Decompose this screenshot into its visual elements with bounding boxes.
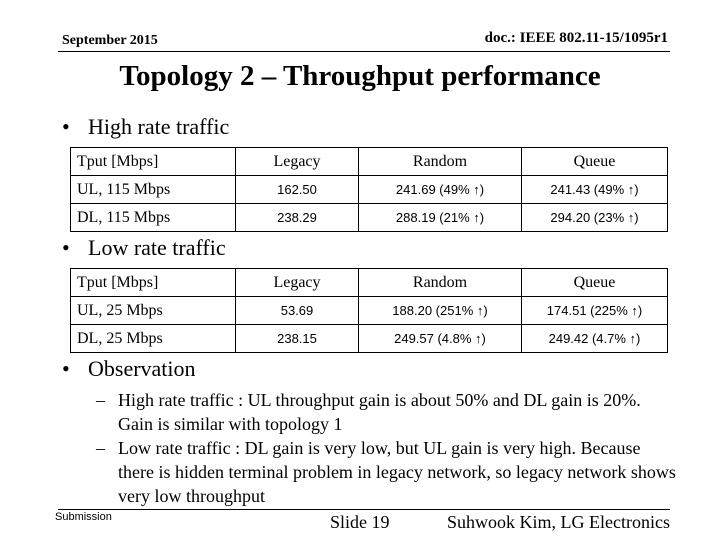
slide-title: Topology 2 – Throughput performance <box>119 60 601 92</box>
high-rate-table <box>70 147 668 232</box>
table-header-row <box>71 269 668 297</box>
footer-submission: Submission <box>55 511 112 523</box>
column-header: Tput [Mbps] <box>71 269 236 297</box>
table-row <box>71 297 668 325</box>
table-cell: 241.43 (49% ↑) <box>522 176 668 204</box>
table-cell: 162.50 <box>236 176 359 204</box>
column-header: Legacy <box>236 269 359 297</box>
header-doc-id: doc.: IEEE 802.11-15/1095r1 <box>484 30 668 46</box>
table-cell: DL, 25 Mbps <box>71 325 236 353</box>
observation-item-high-rate <box>96 388 678 436</box>
observation-list <box>96 388 678 508</box>
table-cell: UL, 25 Mbps <box>71 297 236 325</box>
table-cell: 53.69 <box>236 297 359 325</box>
table-cell: 238.15 <box>236 325 359 353</box>
bullet-dot: • <box>62 114 70 139</box>
low-rate-table <box>70 268 668 353</box>
table-row <box>71 325 668 353</box>
bullet-dot: • <box>62 235 70 260</box>
column-header: Queue <box>522 269 668 297</box>
bullet-low-rate <box>62 235 226 261</box>
bullet-dot: • <box>62 356 70 381</box>
column-header: Random <box>359 269 522 297</box>
table-cell: 241.69 (49% ↑) <box>359 176 522 204</box>
table-cell: UL, 115 Mbps <box>71 176 236 204</box>
table-cell: 238.29 <box>236 204 359 232</box>
table-cell: 249.42 (4.7% ↑) <box>522 325 668 353</box>
bullet-observation-label: Observation <box>88 356 196 381</box>
bullet-high-rate <box>62 114 229 140</box>
column-header: Random <box>359 148 522 176</box>
header-date: September 2015 <box>62 33 158 48</box>
dash-marker: – <box>96 438 105 458</box>
table-cell: 174.51 (225% ↑) <box>522 297 668 325</box>
table-cell: 288.19 (21% ↑) <box>359 204 522 232</box>
table-cell: 188.20 (251% ↑) <box>359 297 522 325</box>
dash-marker: – <box>96 390 105 410</box>
table-cell: DL, 115 Mbps <box>71 204 236 232</box>
footer-slide-number: Slide 19 <box>330 512 390 532</box>
table-header-row <box>71 148 668 176</box>
table-cell: 249.57 (4.8% ↑) <box>359 325 522 353</box>
footer-divider <box>58 509 670 510</box>
table-row <box>71 204 668 232</box>
observation-item-text: High rate traffic : UL throughput gain is about 50% and DL gain is 20%. Gain is similar with topology 1 <box>118 390 641 434</box>
table-row <box>71 176 668 204</box>
table-cell: 294.20 (23% ↑) <box>522 204 668 232</box>
column-header: Legacy <box>236 148 359 176</box>
footer-author: Suhwook Kim, LG Electronics <box>447 512 670 532</box>
observation-item-low-rate <box>96 436 678 508</box>
column-header: Queue <box>522 148 668 176</box>
observation-item-text: Low rate traffic : DL gain is very low, but UL gain is very high. Because there is hidden terminal problem in legacy network, so legacy network shows very low throughput <box>118 438 676 506</box>
bullet-high-rate-label: High rate traffic <box>88 114 230 139</box>
column-header: Tput [Mbps] <box>71 148 236 176</box>
bullet-observation <box>62 356 196 382</box>
bullet-low-rate-label: Low rate traffic <box>88 235 226 260</box>
header-divider <box>58 51 670 52</box>
